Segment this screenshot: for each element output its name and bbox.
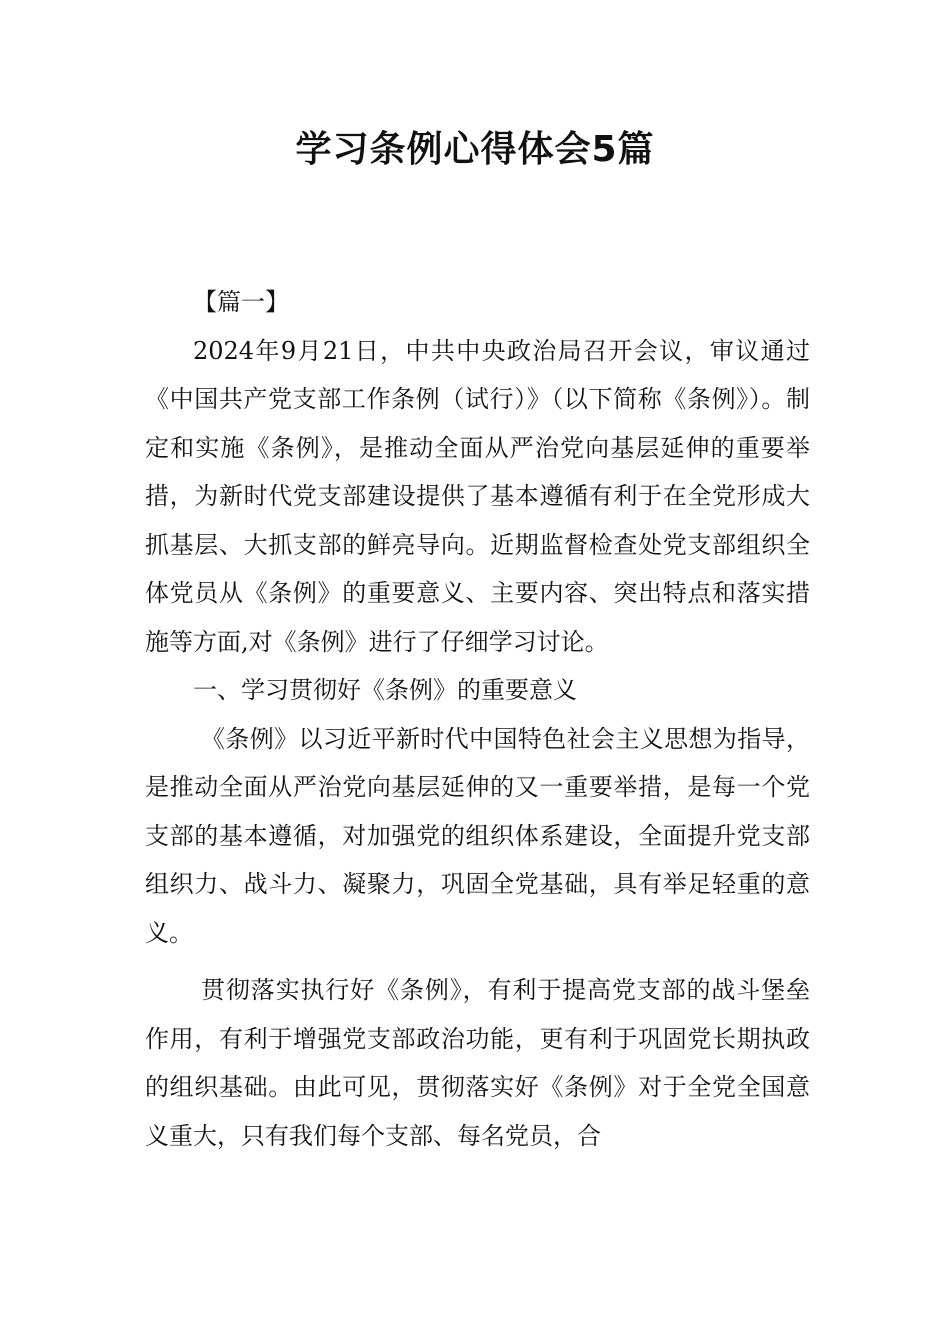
section-heading: 【篇一】 [193,288,289,316]
subheading-significance: 一、学习贯彻好《条例》的重要意义 [193,676,577,704]
paragraph-significance: 《条例》以习近平新时代中国特色社会主义思想为指导，是推动全面从严治党向基层延伸的又一重要举措，是每一个党支部的基本遵循，对加强党的组织体系建设，全面提升党支部组织力、战斗力、凝聚力，巩固全党基础，具有举足轻重的意义。 [145,724,810,947]
document-title: 学习条例心得体会5篇 [295,129,655,170]
paragraph-intro: 2024年9月21日，中共中央政治局召开会议，审议通过《中国共产党支部工作条例（试行）》（以下简称《条例》）。制定和实施《条例》，是推动全面从严治党向基层延伸的重要举措，为新时代党支部建设提供了基本遵循有利于在全党形成大抓基层、大抓支部的鲜亮导向。近期监督检查处党支部组织全体党员从《条例》的重要意义、主要内容、突出特点和落实措施等方面,对《条例》进行了仔细学习讨论。 [145,336,810,656]
document-body [145,278,810,1160]
paragraph-implementation: 贯彻落实执行好《条例》，有利于提高党支部的战斗堡垒作用，有利于增强党支部政治功能，更有利于巩固党长期执政的组织基础。由此可见，贯彻落实好《条例》对于全党全国意义重大，只有我们每个支部、每名党员，合 [145,976,810,1150]
